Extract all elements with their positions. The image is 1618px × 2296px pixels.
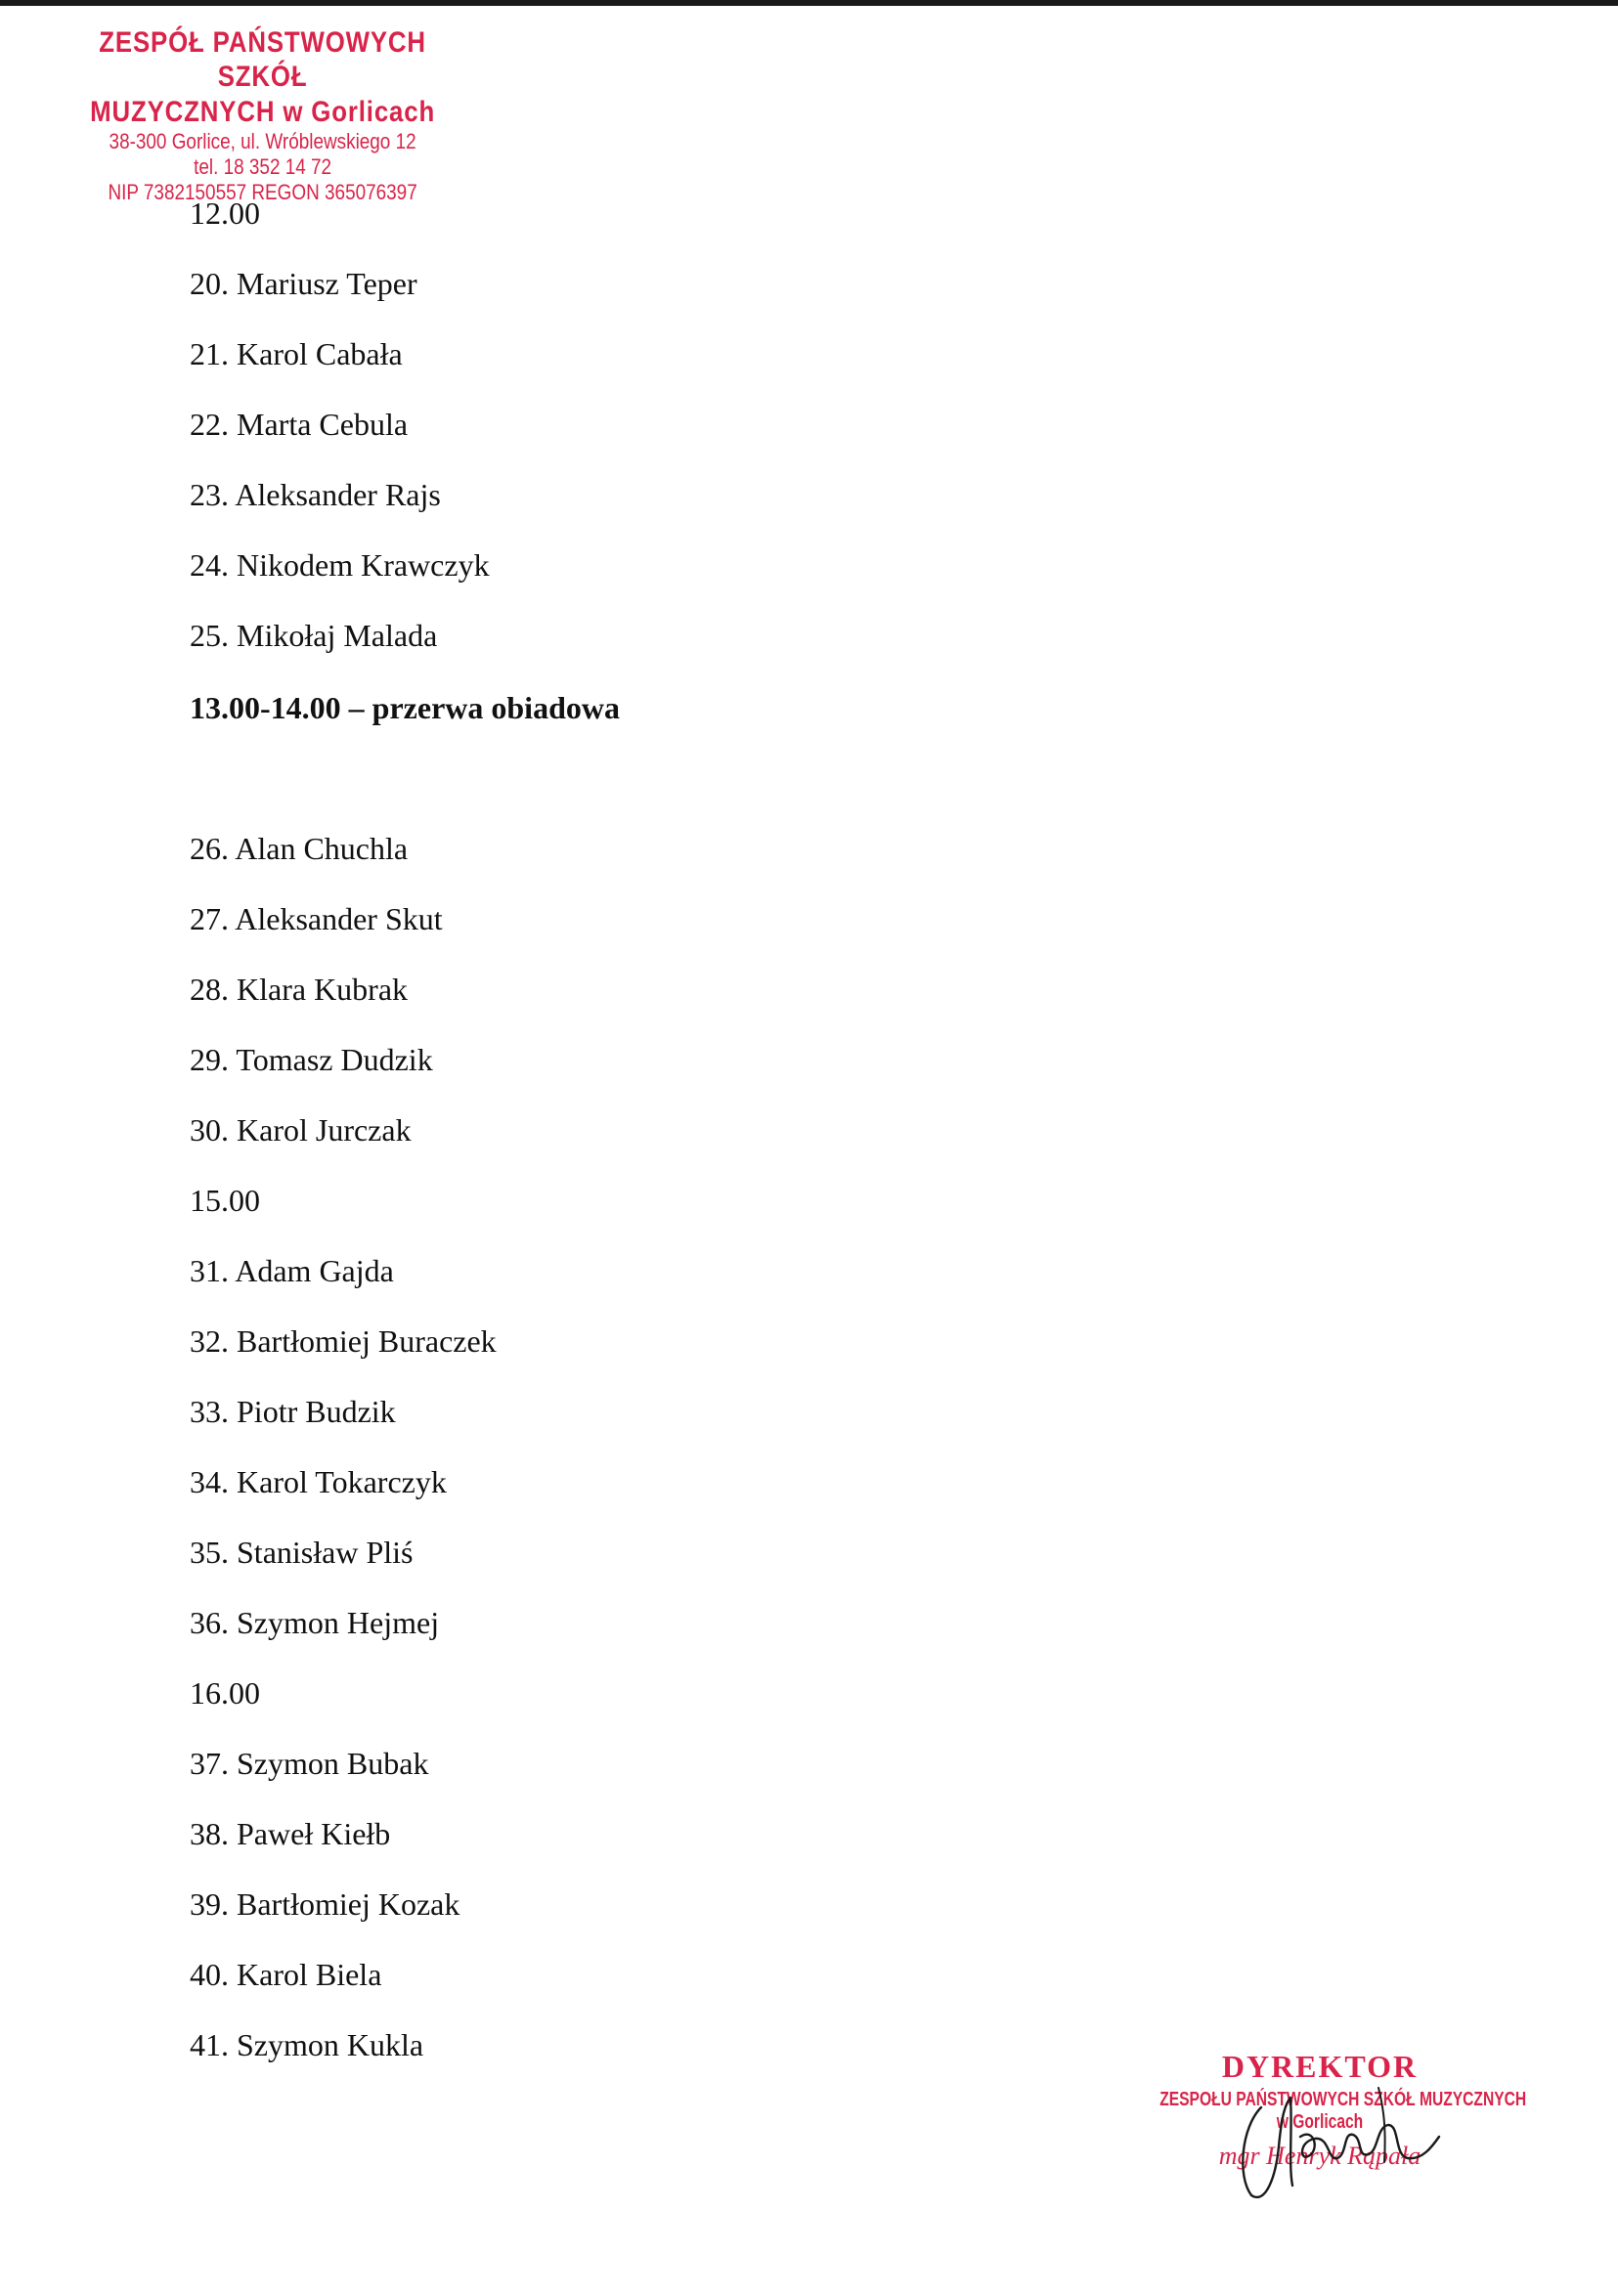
page-top-border <box>0 0 1618 6</box>
list-item: 41. Szymon Kukla <box>190 2027 424 2062</box>
list-item: 29. Tomasz Dudzik <box>190 1042 433 1077</box>
list-item: 35. Stanisław Pliś <box>190 1535 414 1570</box>
time-slot: 15.00 <box>190 1183 260 1218</box>
list-item: 20. Mariusz Teper <box>190 266 417 301</box>
stamp-line-2: MUZYCZNYCH w Gorlicach <box>90 95 436 128</box>
list-item: 33. Piotr Budzik <box>190 1394 396 1429</box>
list-item: 31. Adam Gajda <box>190 1253 394 1288</box>
director-name: mgr Henryk Rąpała <box>1218 2142 1421 2170</box>
stamp-line-1: ZESPÓŁ PAŃSTWOWYCH SZKÓŁ <box>99 26 426 94</box>
list-item: 27. Aleksander Skut <box>190 901 443 936</box>
director-title: DYREKTOR <box>1221 2049 1419 2084</box>
time-slot: 16.00 <box>190 1675 260 1711</box>
signature-icon <box>1222 2068 1457 2205</box>
list-item: 23. Aleksander Rajs <box>190 477 441 512</box>
stamp-address: 38-300 Gorlice, ul. Wróblewskiego 12 <box>109 129 416 154</box>
list-item: 28. Klara Kubrak <box>190 972 409 1007</box>
director-org: ZESPOŁU PAŃSTWOWYCH SZKÓŁ MUZYCZNYCH <box>1159 2089 1527 2110</box>
school-stamp <box>86 25 439 205</box>
list-item: 26. Alan Chuchla <box>190 831 409 866</box>
list-item: 36. Szymon Hejmej <box>190 1605 440 1640</box>
list-item: 22. Marta Cebula <box>190 407 409 442</box>
list-item: 34. Karol Tokarczyk <box>190 1464 447 1499</box>
list-item: 25. Mikołaj Malada <box>190 618 438 653</box>
lunch-break-heading: 13.00-14.00 – przerwa obiadowa <box>190 690 620 725</box>
stamp-phone: tel. 18 352 14 72 <box>194 154 332 180</box>
list-item: 37. Szymon Bubak <box>190 1746 429 1781</box>
time-slot: 12.00 <box>190 195 260 231</box>
list-item: 32. Bartłomiej Buraczek <box>190 1323 497 1359</box>
stamp-nip-regon: NIP 7382150557 REGON 365076397 <box>108 180 417 205</box>
list-item: 38. Paweł Kiełb <box>190 1816 391 1851</box>
list-item: 39. Bartłomiej Kozak <box>190 1886 460 1922</box>
list-item: 24. Nikodem Krawczyk <box>190 547 490 583</box>
list-item: 40. Karol Biela <box>190 1957 382 1992</box>
list-item: 30. Karol Jurczak <box>190 1112 412 1148</box>
director-city: w Gorlicach <box>1276 2111 1364 2133</box>
list-item: 21. Karol Cabała <box>190 336 403 371</box>
